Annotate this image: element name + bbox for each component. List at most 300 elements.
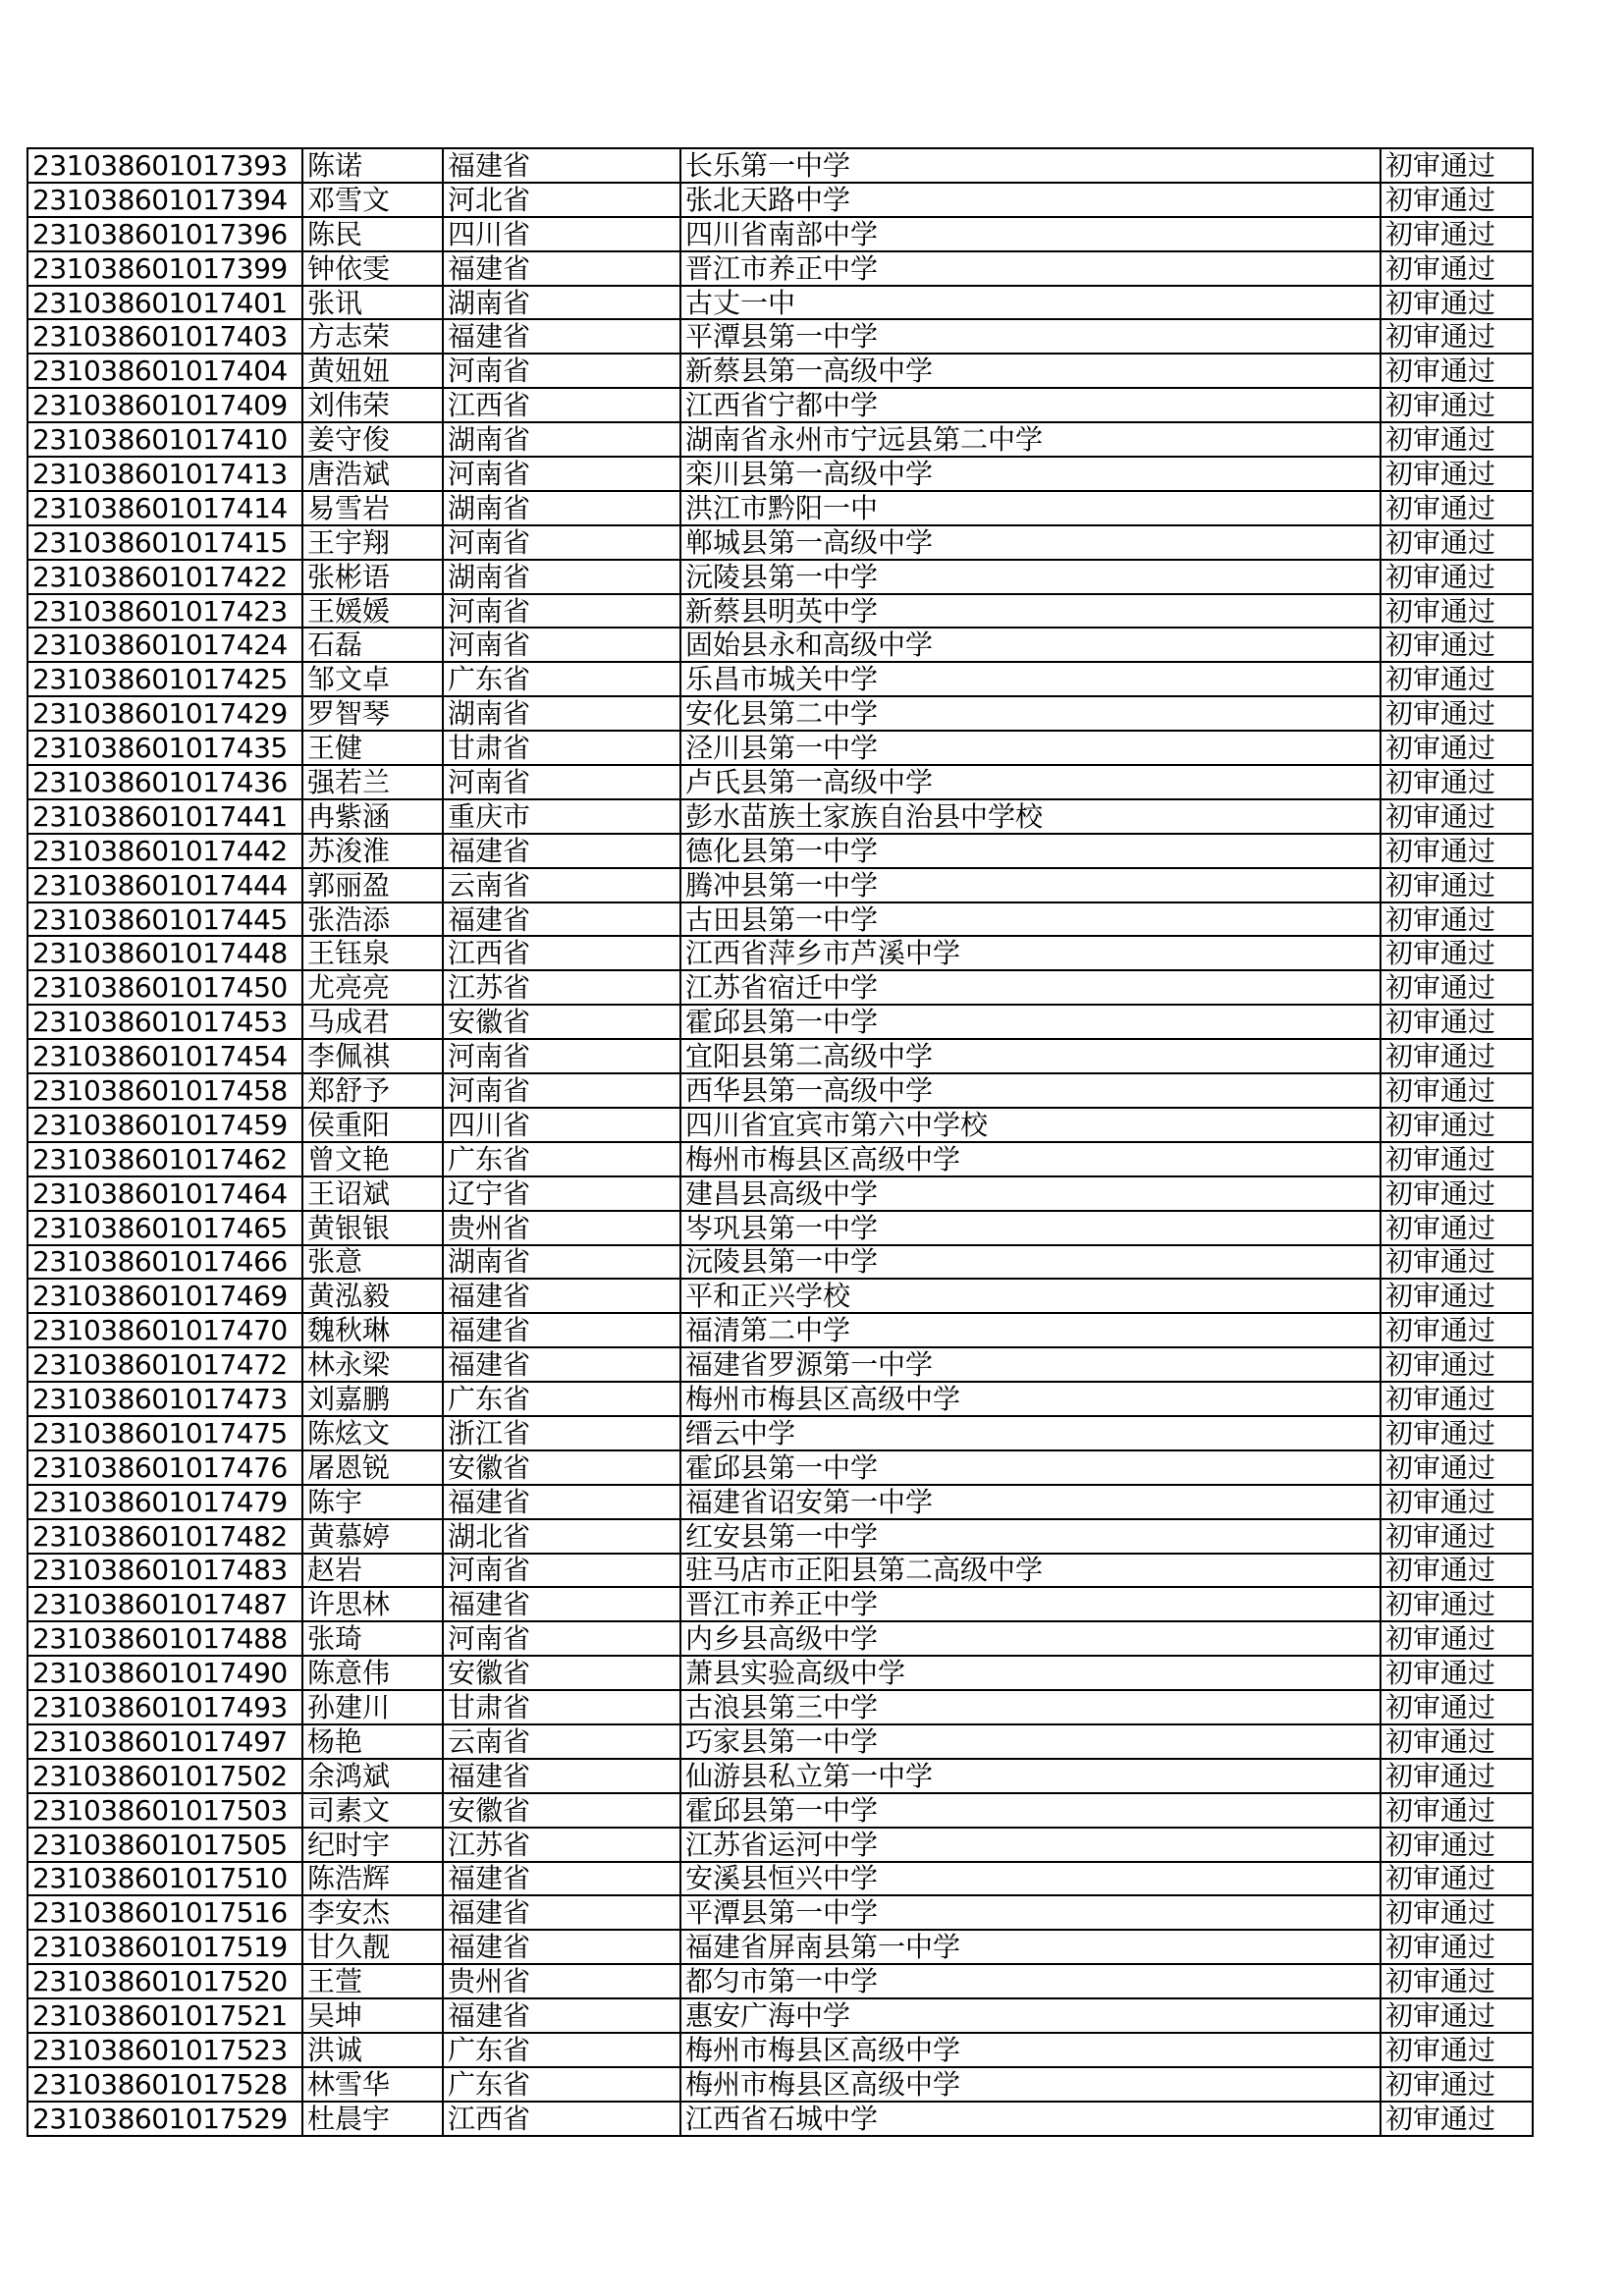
table-row bbox=[27, 1416, 1533, 1450]
province: 广东省 bbox=[443, 1382, 680, 1416]
review-status: 初审通过 bbox=[1380, 1416, 1533, 1450]
province: 重庆市 bbox=[443, 799, 680, 834]
registration-number: 231038601017415 bbox=[27, 525, 302, 560]
review-status: 初审通过 bbox=[1380, 731, 1533, 765]
province: 安徽省 bbox=[443, 1656, 680, 1690]
registration-number: 231038601017505 bbox=[27, 1828, 302, 1862]
school-name: 平潭县第一中学 bbox=[680, 319, 1380, 354]
province: 甘肃省 bbox=[443, 1690, 680, 1724]
student-name: 吴坤 bbox=[302, 1998, 443, 2033]
province: 福建省 bbox=[443, 1347, 680, 1382]
table-row bbox=[27, 1176, 1533, 1211]
registration-number: 231038601017396 bbox=[27, 217, 302, 251]
province: 福建省 bbox=[443, 1485, 680, 1519]
review-status: 初审通过 bbox=[1380, 1073, 1533, 1108]
review-status: 初审通过 bbox=[1380, 1313, 1533, 1347]
review-status: 初审通过 bbox=[1380, 1279, 1533, 1313]
registration-number: 231038601017394 bbox=[27, 183, 302, 217]
table-row bbox=[27, 1039, 1533, 1073]
table-row bbox=[27, 1998, 1533, 2033]
registration-number: 231038601017454 bbox=[27, 1039, 302, 1073]
student-name: 余鸿斌 bbox=[302, 1759, 443, 1793]
province: 四川省 bbox=[443, 217, 680, 251]
registration-number: 231038601017442 bbox=[27, 834, 302, 868]
registration-number: 231038601017487 bbox=[27, 1587, 302, 1621]
registration-number: 231038601017502 bbox=[27, 1759, 302, 1793]
review-status: 初审通过 bbox=[1380, 491, 1533, 525]
table-row bbox=[27, 594, 1533, 629]
school-name: 都匀市第一中学 bbox=[680, 1964, 1380, 1998]
province: 湖南省 bbox=[443, 286, 680, 320]
school-name: 四川省南部中学 bbox=[680, 217, 1380, 251]
registration-number: 231038601017519 bbox=[27, 1930, 302, 1964]
student-name: 刘嘉鹏 bbox=[302, 1382, 443, 1416]
province: 福建省 bbox=[443, 251, 680, 286]
review-status: 初审通过 bbox=[1380, 799, 1533, 834]
review-status: 初审通过 bbox=[1380, 183, 1533, 217]
review-status: 初审通过 bbox=[1380, 1656, 1533, 1690]
review-status: 初审通过 bbox=[1380, 1724, 1533, 1759]
review-status: 初审通过 bbox=[1380, 1895, 1533, 1930]
table-row bbox=[27, 1930, 1533, 1964]
student-name: 李佩祺 bbox=[302, 1039, 443, 1073]
student-name: 邓雪文 bbox=[302, 183, 443, 217]
province: 河南省 bbox=[443, 1621, 680, 1656]
province: 江苏省 bbox=[443, 1828, 680, 1862]
school-name: 泾川县第一中学 bbox=[680, 731, 1380, 765]
school-name: 宜阳县第二高级中学 bbox=[680, 1039, 1380, 1073]
school-name: 梅州市梅县区高级中学 bbox=[680, 2067, 1380, 2102]
school-name: 新蔡县第一高级中学 bbox=[680, 354, 1380, 388]
registration-number: 231038601017529 bbox=[27, 2102, 302, 2136]
table-row bbox=[27, 457, 1533, 491]
student-name: 张浩添 bbox=[302, 902, 443, 937]
table-row bbox=[27, 1347, 1533, 1382]
province: 福建省 bbox=[443, 1862, 680, 1896]
registration-number: 231038601017469 bbox=[27, 1279, 302, 1313]
province: 广东省 bbox=[443, 662, 680, 696]
school-name: 岑巩县第一中学 bbox=[680, 1211, 1380, 1245]
registration-number: 231038601017516 bbox=[27, 1895, 302, 1930]
review-status: 初审通过 bbox=[1380, 1039, 1533, 1073]
table-row bbox=[27, 1211, 1533, 1245]
student-name: 苏浚淮 bbox=[302, 834, 443, 868]
table-row bbox=[27, 1793, 1533, 1828]
school-name: 惠安广海中学 bbox=[680, 1998, 1380, 2033]
table-row bbox=[27, 1382, 1533, 1416]
table-row bbox=[27, 1519, 1533, 1554]
registration-number: 231038601017497 bbox=[27, 1724, 302, 1759]
review-status: 初审通过 bbox=[1380, 1930, 1533, 1964]
registration-number: 231038601017483 bbox=[27, 1554, 302, 1588]
review-status: 初审通过 bbox=[1380, 902, 1533, 937]
review-status: 初审通过 bbox=[1380, 148, 1533, 183]
student-name: 魏秋琳 bbox=[302, 1313, 443, 1347]
province: 湖南省 bbox=[443, 491, 680, 525]
review-status: 初审通过 bbox=[1380, 457, 1533, 491]
school-name: 腾冲县第一中学 bbox=[680, 868, 1380, 902]
table-row bbox=[27, 868, 1533, 902]
registration-number: 231038601017472 bbox=[27, 1347, 302, 1382]
registration-number: 231038601017476 bbox=[27, 1450, 302, 1485]
student-name: 李安杰 bbox=[302, 1895, 443, 1930]
registration-number: 231038601017435 bbox=[27, 731, 302, 765]
review-status: 初审通过 bbox=[1380, 1690, 1533, 1724]
registration-number: 231038601017403 bbox=[27, 319, 302, 354]
school-name: 仙游县私立第一中学 bbox=[680, 1759, 1380, 1793]
registration-number: 231038601017444 bbox=[27, 868, 302, 902]
province: 湖南省 bbox=[443, 696, 680, 731]
school-name: 四川省宜宾市第六中学校 bbox=[680, 1108, 1380, 1142]
student-name: 许思林 bbox=[302, 1587, 443, 1621]
review-status: 初审通过 bbox=[1380, 525, 1533, 560]
province: 福建省 bbox=[443, 1279, 680, 1313]
school-name: 沅陵县第一中学 bbox=[680, 1245, 1380, 1280]
student-name: 林雪华 bbox=[302, 2067, 443, 2102]
review-status: 初审通过 bbox=[1380, 1998, 1533, 2033]
school-name: 建昌县高级中学 bbox=[680, 1176, 1380, 1211]
school-name: 西华县第一高级中学 bbox=[680, 1073, 1380, 1108]
province: 福建省 bbox=[443, 902, 680, 937]
review-status: 初审通过 bbox=[1380, 1964, 1533, 1998]
school-name: 安溪县恒兴中学 bbox=[680, 1862, 1380, 1896]
student-name: 杨艳 bbox=[302, 1724, 443, 1759]
school-name: 福清第二中学 bbox=[680, 1313, 1380, 1347]
school-name: 平和正兴学校 bbox=[680, 1279, 1380, 1313]
student-name: 黄银银 bbox=[302, 1211, 443, 1245]
registration-number: 231038601017493 bbox=[27, 1690, 302, 1724]
school-name: 缙云中学 bbox=[680, 1416, 1380, 1450]
province: 广东省 bbox=[443, 1142, 680, 1176]
province: 福建省 bbox=[443, 148, 680, 183]
student-name: 林永梁 bbox=[302, 1347, 443, 1382]
province: 辽宁省 bbox=[443, 1176, 680, 1211]
province: 河南省 bbox=[443, 525, 680, 560]
table-row bbox=[27, 1450, 1533, 1485]
student-name: 强若兰 bbox=[302, 765, 443, 799]
student-name: 陈意伟 bbox=[302, 1656, 443, 1690]
student-name: 黄泓毅 bbox=[302, 1279, 443, 1313]
student-name: 孙建川 bbox=[302, 1690, 443, 1724]
school-name: 江西省石城中学 bbox=[680, 2102, 1380, 2136]
province: 湖南省 bbox=[443, 422, 680, 457]
registration-number: 231038601017479 bbox=[27, 1485, 302, 1519]
school-name: 福建省诏安第一中学 bbox=[680, 1485, 1380, 1519]
student-name: 冉紫涵 bbox=[302, 799, 443, 834]
student-name: 曾文艳 bbox=[302, 1142, 443, 1176]
student-name: 马成君 bbox=[302, 1005, 443, 1039]
table-row bbox=[27, 628, 1533, 662]
province: 河南省 bbox=[443, 354, 680, 388]
school-name: 驻马店市正阳县第二高级中学 bbox=[680, 1554, 1380, 1588]
table-row bbox=[27, 422, 1533, 457]
student-name: 侯重阳 bbox=[302, 1108, 443, 1142]
province: 贵州省 bbox=[443, 1964, 680, 1998]
province: 江西省 bbox=[443, 388, 680, 422]
registration-number: 231038601017410 bbox=[27, 422, 302, 457]
student-name: 王萱 bbox=[302, 1964, 443, 1998]
province: 广东省 bbox=[443, 2033, 680, 2067]
school-name: 古田县第一中学 bbox=[680, 902, 1380, 937]
review-status: 初审通过 bbox=[1380, 594, 1533, 629]
table-row bbox=[27, 1759, 1533, 1793]
registration-number: 231038601017422 bbox=[27, 560, 302, 594]
registration-number: 231038601017466 bbox=[27, 1245, 302, 1280]
province: 河南省 bbox=[443, 1073, 680, 1108]
registration-number: 231038601017441 bbox=[27, 799, 302, 834]
table-row bbox=[27, 799, 1533, 834]
table-row bbox=[27, 1313, 1533, 1347]
review-status: 初审通过 bbox=[1380, 936, 1533, 970]
review-status: 初审通过 bbox=[1380, 696, 1533, 731]
student-name: 陈诺 bbox=[302, 148, 443, 183]
province: 四川省 bbox=[443, 1108, 680, 1142]
province: 河南省 bbox=[443, 1554, 680, 1588]
review-status: 初审通过 bbox=[1380, 868, 1533, 902]
school-name: 湖南省永州市宁远县第二中学 bbox=[680, 422, 1380, 457]
province: 福建省 bbox=[443, 1313, 680, 1347]
school-name: 古丈一中 bbox=[680, 286, 1380, 320]
province: 江西省 bbox=[443, 2102, 680, 2136]
table-row bbox=[27, 1005, 1533, 1039]
table-row bbox=[27, 731, 1533, 765]
table-row bbox=[27, 2033, 1533, 2067]
school-name: 古浪县第三中学 bbox=[680, 1690, 1380, 1724]
review-status: 初审通过 bbox=[1380, 251, 1533, 286]
student-name: 易雪岩 bbox=[302, 491, 443, 525]
review-status: 初审通过 bbox=[1380, 217, 1533, 251]
student-name: 张琦 bbox=[302, 1621, 443, 1656]
registration-number: 231038601017520 bbox=[27, 1964, 302, 1998]
school-name: 江苏省运河中学 bbox=[680, 1828, 1380, 1862]
school-name: 梅州市梅县区高级中学 bbox=[680, 1382, 1380, 1416]
review-status: 初审通过 bbox=[1380, 1108, 1533, 1142]
review-status: 初审通过 bbox=[1380, 2102, 1533, 2136]
registration-number: 231038601017482 bbox=[27, 1519, 302, 1554]
registration-number: 231038601017425 bbox=[27, 662, 302, 696]
registration-number: 231038601017523 bbox=[27, 2033, 302, 2067]
province: 福建省 bbox=[443, 1895, 680, 1930]
student-name: 陈炫文 bbox=[302, 1416, 443, 1450]
registration-number: 231038601017510 bbox=[27, 1862, 302, 1896]
province: 江西省 bbox=[443, 936, 680, 970]
province: 云南省 bbox=[443, 868, 680, 902]
student-name: 王钰泉 bbox=[302, 936, 443, 970]
registration-number: 231038601017401 bbox=[27, 286, 302, 320]
school-name: 平潭县第一中学 bbox=[680, 1895, 1380, 1930]
student-name: 杜晨宇 bbox=[302, 2102, 443, 2136]
review-status: 初审通过 bbox=[1380, 1862, 1533, 1896]
school-name: 霍邱县第一中学 bbox=[680, 1005, 1380, 1039]
roster-table bbox=[27, 147, 1534, 2137]
school-name: 彭水苗族土家族自治县中学校 bbox=[680, 799, 1380, 834]
roster-body bbox=[27, 148, 1533, 2136]
province: 河北省 bbox=[443, 183, 680, 217]
table-row bbox=[27, 1690, 1533, 1724]
school-name: 霍邱县第一中学 bbox=[680, 1793, 1380, 1828]
registration-number: 231038601017465 bbox=[27, 1211, 302, 1245]
province: 贵州省 bbox=[443, 1211, 680, 1245]
student-name: 陈民 bbox=[302, 217, 443, 251]
province: 广东省 bbox=[443, 2067, 680, 2102]
province: 河南省 bbox=[443, 594, 680, 629]
province: 安徽省 bbox=[443, 1450, 680, 1485]
student-name: 石磊 bbox=[302, 628, 443, 662]
table-row bbox=[27, 1621, 1533, 1656]
registration-number: 231038601017409 bbox=[27, 388, 302, 422]
review-status: 初审通过 bbox=[1380, 765, 1533, 799]
school-name: 晋江市养正中学 bbox=[680, 251, 1380, 286]
province: 福建省 bbox=[443, 1587, 680, 1621]
table-row bbox=[27, 1895, 1533, 1930]
province: 福建省 bbox=[443, 1998, 680, 2033]
table-row bbox=[27, 319, 1533, 354]
table-row bbox=[27, 251, 1533, 286]
school-name: 福建省罗源第一中学 bbox=[680, 1347, 1380, 1382]
review-status: 初审通过 bbox=[1380, 1176, 1533, 1211]
table-row bbox=[27, 1485, 1533, 1519]
province: 湖南省 bbox=[443, 1245, 680, 1280]
student-name: 钟依雯 bbox=[302, 251, 443, 286]
review-status: 初审通过 bbox=[1380, 834, 1533, 868]
school-name: 栾川县第一高级中学 bbox=[680, 457, 1380, 491]
school-name: 梅州市梅县区高级中学 bbox=[680, 1142, 1380, 1176]
school-name: 江西省萍乡市芦溪中学 bbox=[680, 936, 1380, 970]
school-name: 长乐第一中学 bbox=[680, 148, 1380, 183]
registration-number: 231038601017503 bbox=[27, 1793, 302, 1828]
review-status: 初审通过 bbox=[1380, 970, 1533, 1005]
review-status: 初审通过 bbox=[1380, 628, 1533, 662]
table-row bbox=[27, 1828, 1533, 1862]
table-row bbox=[27, 148, 1533, 183]
school-name: 萧县实验高级中学 bbox=[680, 1656, 1380, 1690]
table-row bbox=[27, 1108, 1533, 1142]
table-row bbox=[27, 1142, 1533, 1176]
table-row bbox=[27, 696, 1533, 731]
student-name: 黄慕婷 bbox=[302, 1519, 443, 1554]
registration-number: 231038601017436 bbox=[27, 765, 302, 799]
table-row bbox=[27, 1724, 1533, 1759]
registration-number: 231038601017448 bbox=[27, 936, 302, 970]
school-name: 内乡县高级中学 bbox=[680, 1621, 1380, 1656]
province: 安徽省 bbox=[443, 1005, 680, 1039]
table-row bbox=[27, 1073, 1533, 1108]
table-row bbox=[27, 1587, 1533, 1621]
review-status: 初审通过 bbox=[1380, 1005, 1533, 1039]
table-row bbox=[27, 560, 1533, 594]
student-name: 罗智琴 bbox=[302, 696, 443, 731]
school-name: 巧家县第一中学 bbox=[680, 1724, 1380, 1759]
table-row bbox=[27, 2067, 1533, 2102]
school-name: 新蔡县明英中学 bbox=[680, 594, 1380, 629]
student-name: 张彬语 bbox=[302, 560, 443, 594]
province: 福建省 bbox=[443, 1759, 680, 1793]
review-status: 初审通过 bbox=[1380, 354, 1533, 388]
student-name: 黄妞妞 bbox=[302, 354, 443, 388]
student-name: 王媛媛 bbox=[302, 594, 443, 629]
province: 福建省 bbox=[443, 319, 680, 354]
review-status: 初审通过 bbox=[1380, 388, 1533, 422]
province: 云南省 bbox=[443, 1724, 680, 1759]
province: 甘肃省 bbox=[443, 731, 680, 765]
table-row bbox=[27, 1862, 1533, 1896]
school-name: 晋江市养正中学 bbox=[680, 1587, 1380, 1621]
school-name: 乐昌市城关中学 bbox=[680, 662, 1380, 696]
student-name: 郑舒予 bbox=[302, 1073, 443, 1108]
province: 河南省 bbox=[443, 457, 680, 491]
school-name: 红安县第一中学 bbox=[680, 1519, 1380, 1554]
registration-number: 231038601017462 bbox=[27, 1142, 302, 1176]
review-status: 初审通过 bbox=[1380, 1142, 1533, 1176]
table-row bbox=[27, 491, 1533, 525]
student-name: 尤亮亮 bbox=[302, 970, 443, 1005]
school-name: 德化县第一中学 bbox=[680, 834, 1380, 868]
registration-number: 231038601017453 bbox=[27, 1005, 302, 1039]
table-row bbox=[27, 388, 1533, 422]
school-name: 张北天路中学 bbox=[680, 183, 1380, 217]
registration-number: 231038601017413 bbox=[27, 457, 302, 491]
registration-number: 231038601017399 bbox=[27, 251, 302, 286]
province: 河南省 bbox=[443, 765, 680, 799]
student-name: 陈浩辉 bbox=[302, 1862, 443, 1896]
registration-number: 231038601017404 bbox=[27, 354, 302, 388]
province: 福建省 bbox=[443, 1930, 680, 1964]
registration-number: 231038601017470 bbox=[27, 1313, 302, 1347]
student-name: 司素文 bbox=[302, 1793, 443, 1828]
registration-number: 231038601017490 bbox=[27, 1656, 302, 1690]
school-name: 固始县永和高级中学 bbox=[680, 628, 1380, 662]
table-row bbox=[27, 2102, 1533, 2136]
table-row bbox=[27, 662, 1533, 696]
registration-number: 231038601017450 bbox=[27, 970, 302, 1005]
student-name: 唐浩斌 bbox=[302, 457, 443, 491]
registration-number: 231038601017459 bbox=[27, 1108, 302, 1142]
province: 湖北省 bbox=[443, 1519, 680, 1554]
table-row bbox=[27, 354, 1533, 388]
registration-number: 231038601017475 bbox=[27, 1416, 302, 1450]
review-status: 初审通过 bbox=[1380, 2033, 1533, 2067]
school-name: 福建省屏南县第一中学 bbox=[680, 1930, 1380, 1964]
table-row bbox=[27, 970, 1533, 1005]
province: 湖南省 bbox=[443, 560, 680, 594]
review-status: 初审通过 bbox=[1380, 2067, 1533, 2102]
table-row bbox=[27, 286, 1533, 320]
student-name: 洪诚 bbox=[302, 2033, 443, 2067]
registration-number: 231038601017528 bbox=[27, 2067, 302, 2102]
registration-number: 231038601017429 bbox=[27, 696, 302, 731]
student-name: 邹文卓 bbox=[302, 662, 443, 696]
school-name: 郸城县第一高级中学 bbox=[680, 525, 1380, 560]
student-name: 纪时宇 bbox=[302, 1828, 443, 1862]
review-status: 初审通过 bbox=[1380, 1519, 1533, 1554]
student-name: 王诏斌 bbox=[302, 1176, 443, 1211]
school-name: 江苏省宿迁中学 bbox=[680, 970, 1380, 1005]
school-name: 霍邱县第一中学 bbox=[680, 1450, 1380, 1485]
table-row bbox=[27, 1554, 1533, 1588]
review-status: 初审通过 bbox=[1380, 1245, 1533, 1280]
review-status: 初审通过 bbox=[1380, 1347, 1533, 1382]
review-status: 初审通过 bbox=[1380, 1450, 1533, 1485]
review-status: 初审通过 bbox=[1380, 1828, 1533, 1862]
review-status: 初审通过 bbox=[1380, 1587, 1533, 1621]
table-row bbox=[27, 183, 1533, 217]
student-name: 王健 bbox=[302, 731, 443, 765]
student-name: 张意 bbox=[302, 1245, 443, 1280]
review-status: 初审通过 bbox=[1380, 1621, 1533, 1656]
table-row bbox=[27, 765, 1533, 799]
registration-number: 231038601017473 bbox=[27, 1382, 302, 1416]
review-status: 初审通过 bbox=[1380, 286, 1533, 320]
